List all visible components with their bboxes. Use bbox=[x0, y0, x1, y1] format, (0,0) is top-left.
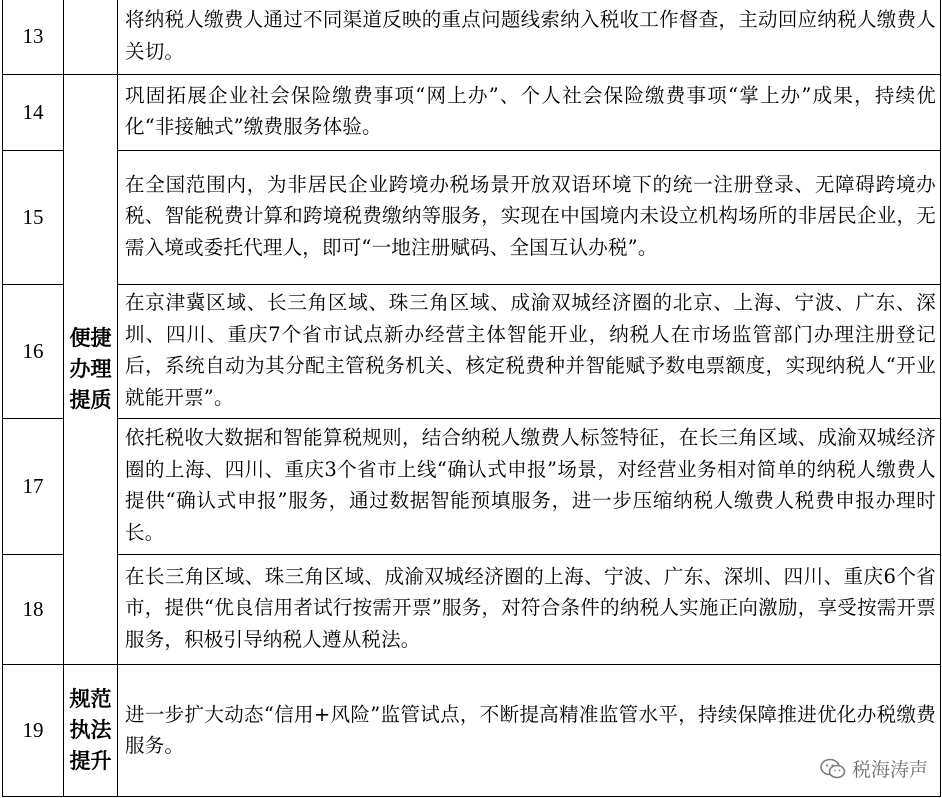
row-text: 在长三角区域、珠三角区域、成渝双城经济圈的上海、宁波、广东、深圳、四川、重庆6个省市，提供“优良信用者试行按需开票”服务，对符合条件的纳税人实施正向激励，享受按需开票服务，积极引导纳税人遵从税法。 bbox=[118, 554, 941, 664]
category-label: 便捷办理提质 bbox=[69, 325, 112, 412]
table-row bbox=[3, 74, 941, 150]
row-number: 16 bbox=[3, 284, 64, 418]
row-text: 在京津冀区域、长三角区域、珠三角区域、成渝双城经济圈的北京、上海、宁波、广东、深圳、四川、重庆7个省市试点新办经营主体智能开业，纳税人在市场监管部门办理注册登记后，系统自动为其分配主管税务机关、核定税费种并智能赋予数电票额度，实现纳税人“开业就能开票”。 bbox=[118, 284, 941, 418]
table-row bbox=[3, 0, 941, 74]
row-number: 15 bbox=[3, 150, 64, 284]
tax-service-table bbox=[2, 0, 941, 797]
table-row bbox=[3, 554, 941, 664]
row-text: 进一步扩大动态“信用+风险”监管试点，不断提高精准监管水平，持续保障推进优化办税缴费服务。 bbox=[118, 664, 941, 796]
row-text: 巩固拓展企业社会保险缴费事项“网上办”、个人社会保险缴费事项“掌上办”成果，持续优化“非接触式”缴费服务体验。 bbox=[118, 74, 941, 150]
table-row bbox=[3, 284, 941, 418]
table-row bbox=[3, 664, 941, 796]
row-text: 依托税收大数据和智能算税规则，结合纳税人缴费人标签特征，在长三角区域、成渝双城经济圈的上海、四川、重庆3个省市上线“确认式申报”场景，对经营业务相对简单的纳税人缴费人提供“确认式申报”服务，通过数据智能预填服务，进一步压缩纳税人缴费人税费申报办理时长。 bbox=[118, 418, 941, 554]
row-text: 在全国范围内，为非居民企业跨境办税场景开放双语环境下的统一注册登录、无障碍跨境办税、智能税费计算和跨境税费缴纳等服务，实现在中国境内未设立机构场所的非居民企业，无需入境或委托代理人，即可“一地注册赋码、全国互认办税”。 bbox=[118, 150, 941, 284]
row-number: 14 bbox=[3, 74, 64, 150]
row-number: 18 bbox=[3, 554, 64, 664]
row-number: 17 bbox=[3, 418, 64, 554]
watermark-text: 税海涛声 bbox=[851, 759, 928, 781]
row-number: 13 bbox=[3, 0, 64, 74]
table-row bbox=[3, 150, 941, 284]
category-cell-empty bbox=[64, 0, 118, 74]
watermark bbox=[820, 755, 928, 782]
category-label: 规范执法提升 bbox=[69, 686, 112, 773]
row-number: 19 bbox=[3, 664, 64, 796]
table-row bbox=[3, 418, 941, 554]
category-cell-regulate bbox=[64, 664, 118, 796]
row-text: 将纳税人缴费人通过不同渠道反映的重点问题线索纳入税收工作督查，主动回应纳税人缴费人关切。 bbox=[118, 0, 941, 74]
category-cell-convenient bbox=[64, 74, 118, 664]
wechat-icon bbox=[820, 758, 846, 780]
